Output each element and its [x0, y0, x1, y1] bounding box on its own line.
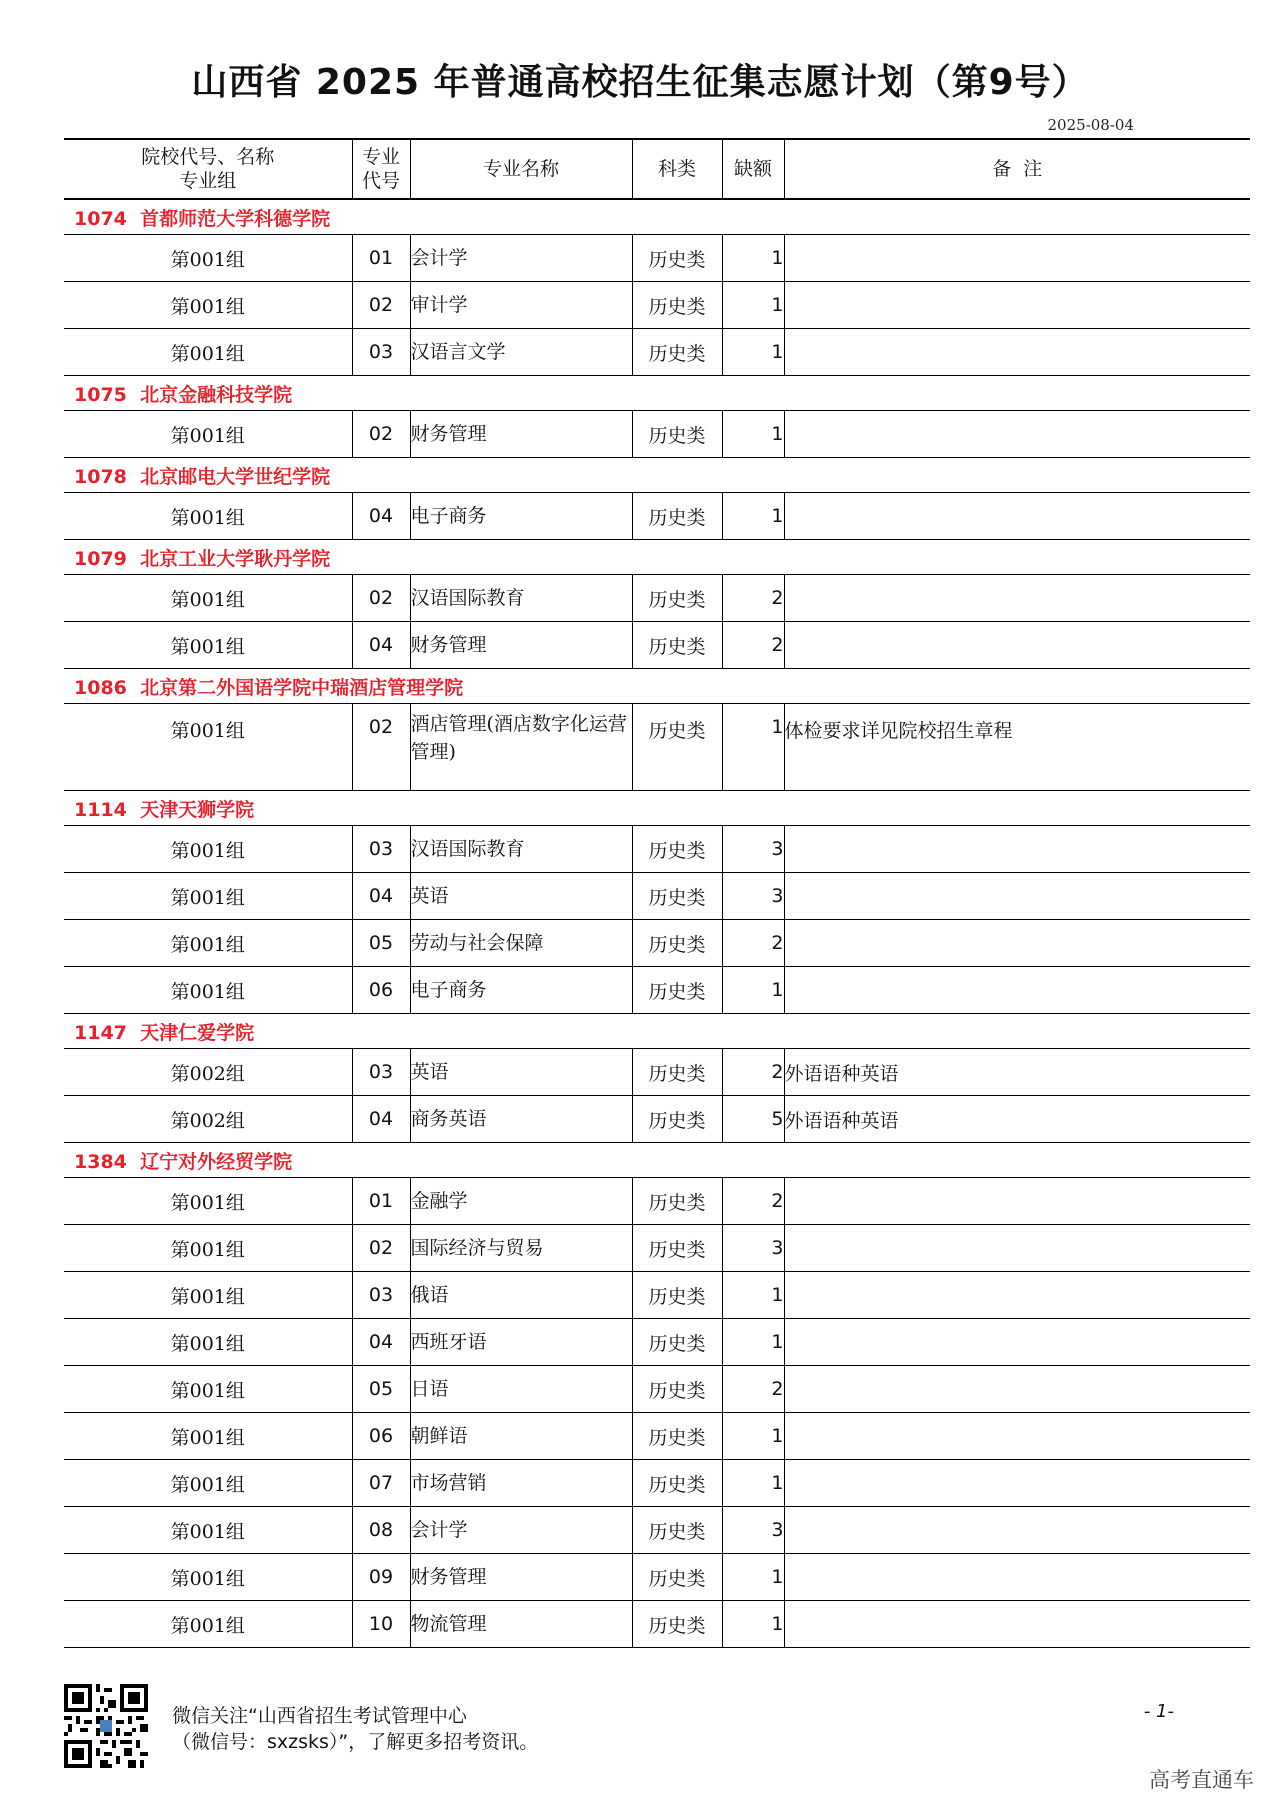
major-name-cell: 审计学 [410, 282, 632, 329]
table-row [64, 493, 1250, 540]
institution-name: 1384 辽宁对外经贸学院 [64, 1143, 1250, 1178]
note-cell [784, 826, 1250, 873]
note-cell [784, 329, 1250, 376]
col-header-category: 科类 [632, 139, 722, 199]
note-cell [784, 1225, 1250, 1272]
group-cell: 第002组 [64, 1049, 352, 1096]
table-row [64, 1601, 1250, 1648]
major-name-cell: 汉语国际教育 [410, 826, 632, 873]
major-name-cell: 金融学 [410, 1178, 632, 1225]
quota-cell: 1 [722, 704, 784, 791]
note-cell [784, 1507, 1250, 1554]
quota-cell: 1 [722, 1413, 784, 1460]
col-header-institution-line1: 院校代号、名称 [141, 146, 275, 168]
major-code-cell: 06 [352, 1413, 410, 1460]
group-cell: 第001组 [64, 1225, 352, 1272]
group-cell: 第001组 [64, 1460, 352, 1507]
col-header-code-line2: 代号 [361, 170, 400, 192]
group-cell: 第001组 [64, 967, 352, 1014]
major-name-cell: 物流管理 [410, 1601, 632, 1648]
table-row [64, 1319, 1250, 1366]
category-cell: 历史类 [632, 873, 722, 920]
major-name-cell: 财务管理 [410, 411, 632, 458]
note-cell [784, 575, 1250, 622]
major-name-cell: 财务管理 [410, 1554, 632, 1601]
category-cell: 历史类 [632, 967, 722, 1014]
quota-cell: 1 [722, 235, 784, 282]
institution-header-row [64, 1014, 1250, 1049]
institution-header-row [64, 540, 1250, 575]
group-cell: 第001组 [64, 622, 352, 669]
category-cell: 历史类 [632, 1601, 722, 1648]
quota-cell: 2 [722, 575, 784, 622]
table-row [64, 1272, 1250, 1319]
category-cell: 历史类 [632, 575, 722, 622]
quota-cell: 1 [722, 1554, 784, 1601]
note-cell [784, 1554, 1250, 1601]
group-cell: 第001组 [64, 1178, 352, 1225]
col-header-institution-line2: 专业组 [179, 170, 237, 192]
group-cell: 第001组 [64, 1554, 352, 1601]
note-cell [784, 493, 1250, 540]
group-cell: 第001组 [64, 1366, 352, 1413]
institution-header-row [64, 669, 1250, 704]
category-cell: 历史类 [632, 1507, 722, 1554]
category-cell: 历史类 [632, 1413, 722, 1460]
note-cell [784, 282, 1250, 329]
category-cell: 历史类 [632, 920, 722, 967]
major-code-cell: 07 [352, 1460, 410, 1507]
category-cell: 历史类 [632, 1178, 722, 1225]
category-cell: 历史类 [632, 411, 722, 458]
table-row [64, 1225, 1250, 1272]
category-cell: 历史类 [632, 235, 722, 282]
institution-header-row [64, 458, 1250, 493]
major-code-cell: 04 [352, 1319, 410, 1366]
major-code-cell: 01 [352, 1178, 410, 1225]
institution-header-row [64, 1143, 1250, 1178]
major-code-cell: 03 [352, 826, 410, 873]
quota-cell: 3 [722, 873, 784, 920]
note-cell [784, 967, 1250, 1014]
quota-cell: 2 [722, 1049, 784, 1096]
note-cell [784, 1319, 1250, 1366]
group-cell: 第001组 [64, 493, 352, 540]
table-row [64, 873, 1250, 920]
group-cell: 第001组 [64, 1601, 352, 1648]
table-row [64, 282, 1250, 329]
table-row [64, 920, 1250, 967]
major-name-cell: 会计学 [410, 1507, 632, 1554]
note-cell [784, 873, 1250, 920]
quota-cell: 5 [722, 1096, 784, 1143]
table-body [64, 199, 1250, 1648]
page-number: - 1- [1143, 1701, 1174, 1722]
quota-cell: 1 [722, 1319, 784, 1366]
col-header-institution [64, 139, 352, 199]
category-cell: 历史类 [632, 1460, 722, 1507]
group-cell: 第001组 [64, 920, 352, 967]
quota-cell: 1 [722, 329, 784, 376]
category-cell: 历史类 [632, 622, 722, 669]
group-cell: 第001组 [64, 1272, 352, 1319]
major-name-cell: 电子商务 [410, 493, 632, 540]
category-cell: 历史类 [632, 704, 722, 791]
quota-cell: 1 [722, 1601, 784, 1648]
note-cell [784, 1460, 1250, 1507]
note-cell [784, 622, 1250, 669]
col-header-major: 专业名称 [410, 139, 632, 199]
quota-cell: 2 [722, 622, 784, 669]
major-name-cell: 劳动与社会保障 [410, 920, 632, 967]
table-header-row [64, 139, 1250, 199]
group-cell: 第001组 [64, 411, 352, 458]
major-code-cell: 04 [352, 1096, 410, 1143]
quota-cell: 1 [722, 967, 784, 1014]
category-cell: 历史类 [632, 1272, 722, 1319]
note-cell: 外语语种英语 [784, 1096, 1250, 1143]
category-cell: 历史类 [632, 1049, 722, 1096]
institution-header-row [64, 376, 1250, 411]
group-cell: 第001组 [64, 1319, 352, 1366]
major-name-cell: 朝鲜语 [410, 1413, 632, 1460]
enrollment-plan-table [64, 138, 1250, 1648]
category-cell: 历史类 [632, 1319, 722, 1366]
table-row [64, 967, 1250, 1014]
institution-name: 1079 北京工业大学耿丹学院 [64, 540, 1250, 575]
note-cell [784, 1366, 1250, 1413]
watermark-text: 高考直通车 [1149, 1768, 1254, 1792]
group-cell: 第001组 [64, 1413, 352, 1460]
institution-name: 1114 天津天狮学院 [64, 791, 1250, 826]
table-row [64, 1460, 1250, 1507]
quota-cell: 2 [722, 920, 784, 967]
footer-wechat-line1: 微信关注“山西省招生考试管理中心 [172, 1705, 467, 1727]
major-code-cell: 04 [352, 622, 410, 669]
table-row [64, 575, 1250, 622]
category-cell: 历史类 [632, 1096, 722, 1143]
note-cell [784, 1178, 1250, 1225]
note-cell [784, 920, 1250, 967]
major-code-cell: 06 [352, 967, 410, 1014]
quota-cell: 3 [722, 1507, 784, 1554]
quota-cell: 3 [722, 826, 784, 873]
group-cell: 第001组 [64, 575, 352, 622]
category-cell: 历史类 [632, 1225, 722, 1272]
table-row [64, 1366, 1250, 1413]
major-code-cell: 02 [352, 575, 410, 622]
table-row [64, 1178, 1250, 1225]
quota-cell: 3 [722, 1225, 784, 1272]
table-row [64, 826, 1250, 873]
institution-name: 1147 天津仁爱学院 [64, 1014, 1250, 1049]
category-cell: 历史类 [632, 1366, 722, 1413]
major-code-cell: 05 [352, 920, 410, 967]
group-cell: 第001组 [64, 282, 352, 329]
group-cell: 第001组 [64, 704, 352, 791]
major-name-cell: 酒店管理(酒店数字化运营管理) [410, 704, 632, 791]
quota-cell: 1 [722, 1272, 784, 1319]
major-code-cell: 04 [352, 873, 410, 920]
group-cell: 第002组 [64, 1096, 352, 1143]
group-cell: 第001组 [64, 826, 352, 873]
major-name-cell: 市场营销 [410, 1460, 632, 1507]
publish-date: 2025-08-04 [1047, 116, 1134, 134]
col-header-code [352, 139, 410, 199]
group-cell: 第001组 [64, 1507, 352, 1554]
major-name-cell: 电子商务 [410, 967, 632, 1014]
major-name-cell: 汉语言文学 [410, 329, 632, 376]
col-header-quota: 缺额 [722, 139, 784, 199]
note-cell [784, 1601, 1250, 1648]
quota-cell: 2 [722, 1366, 784, 1413]
table-row [64, 411, 1250, 458]
table-row [64, 1049, 1250, 1096]
major-code-cell: 05 [352, 1366, 410, 1413]
note-cell: 外语语种英语 [784, 1049, 1250, 1096]
major-name-cell: 英语 [410, 873, 632, 920]
category-cell: 历史类 [632, 826, 722, 873]
major-code-cell: 03 [352, 1049, 410, 1096]
quota-cell: 1 [722, 282, 784, 329]
note-cell [784, 411, 1250, 458]
table-row [64, 235, 1250, 282]
quota-cell: 1 [722, 493, 784, 540]
institution-name: 1078 北京邮电大学世纪学院 [64, 458, 1250, 493]
category-cell: 历史类 [632, 493, 722, 540]
major-code-cell: 03 [352, 1272, 410, 1319]
table-row [64, 1507, 1250, 1554]
page-title: 山西省 2025 年普通高校招生征集志愿计划（第9号） [191, 62, 1089, 103]
table-row [64, 1554, 1250, 1601]
quota-cell: 1 [722, 411, 784, 458]
major-name-cell: 俄语 [410, 1272, 632, 1319]
major-code-cell: 02 [352, 1225, 410, 1272]
major-name-cell: 日语 [410, 1366, 632, 1413]
note-cell [784, 1272, 1250, 1319]
table-row [64, 704, 1250, 791]
qr-code-icon [64, 1684, 148, 1768]
table-row [64, 1096, 1250, 1143]
institution-header-row [64, 791, 1250, 826]
institution-name: 1075 北京金融科技学院 [64, 376, 1250, 411]
group-cell: 第001组 [64, 329, 352, 376]
category-cell: 历史类 [632, 1554, 722, 1601]
major-code-cell: 01 [352, 235, 410, 282]
category-cell: 历史类 [632, 282, 722, 329]
major-code-cell: 02 [352, 282, 410, 329]
major-name-cell: 会计学 [410, 235, 632, 282]
col-header-note: 备 注 [784, 139, 1250, 199]
footer-wechat-line2: （微信号：sxzsks）”，了解更多招考资讯。 [172, 1731, 539, 1753]
note-cell [784, 1413, 1250, 1460]
major-code-cell: 02 [352, 704, 410, 791]
major-name-cell: 国际经济与贸易 [410, 1225, 632, 1272]
table-row [64, 1413, 1250, 1460]
major-name-cell: 财务管理 [410, 622, 632, 669]
table-row [64, 329, 1250, 376]
major-name-cell: 汉语国际教育 [410, 575, 632, 622]
major-code-cell: 04 [352, 493, 410, 540]
institution-name: 1086 北京第二外国语学院中瑞酒店管理学院 [64, 669, 1250, 704]
major-code-cell: 02 [352, 411, 410, 458]
table-row [64, 622, 1250, 669]
major-name-cell: 西班牙语 [410, 1319, 632, 1366]
major-code-cell: 03 [352, 329, 410, 376]
major-name-cell: 商务英语 [410, 1096, 632, 1143]
major-name-cell: 英语 [410, 1049, 632, 1096]
quota-cell: 2 [722, 1178, 784, 1225]
major-code-cell: 08 [352, 1507, 410, 1554]
group-cell: 第001组 [64, 235, 352, 282]
note-cell [784, 235, 1250, 282]
category-cell: 历史类 [632, 329, 722, 376]
note-cell: 体检要求详见院校招生章程 [784, 704, 1250, 791]
quota-cell: 1 [722, 1460, 784, 1507]
major-code-cell: 10 [352, 1601, 410, 1648]
group-cell: 第001组 [64, 873, 352, 920]
col-header-code-line1: 专业 [361, 146, 400, 168]
institution-header-row [64, 199, 1250, 235]
institution-name: 1074 首都师范大学科德学院 [64, 199, 1250, 235]
major-code-cell: 09 [352, 1554, 410, 1601]
